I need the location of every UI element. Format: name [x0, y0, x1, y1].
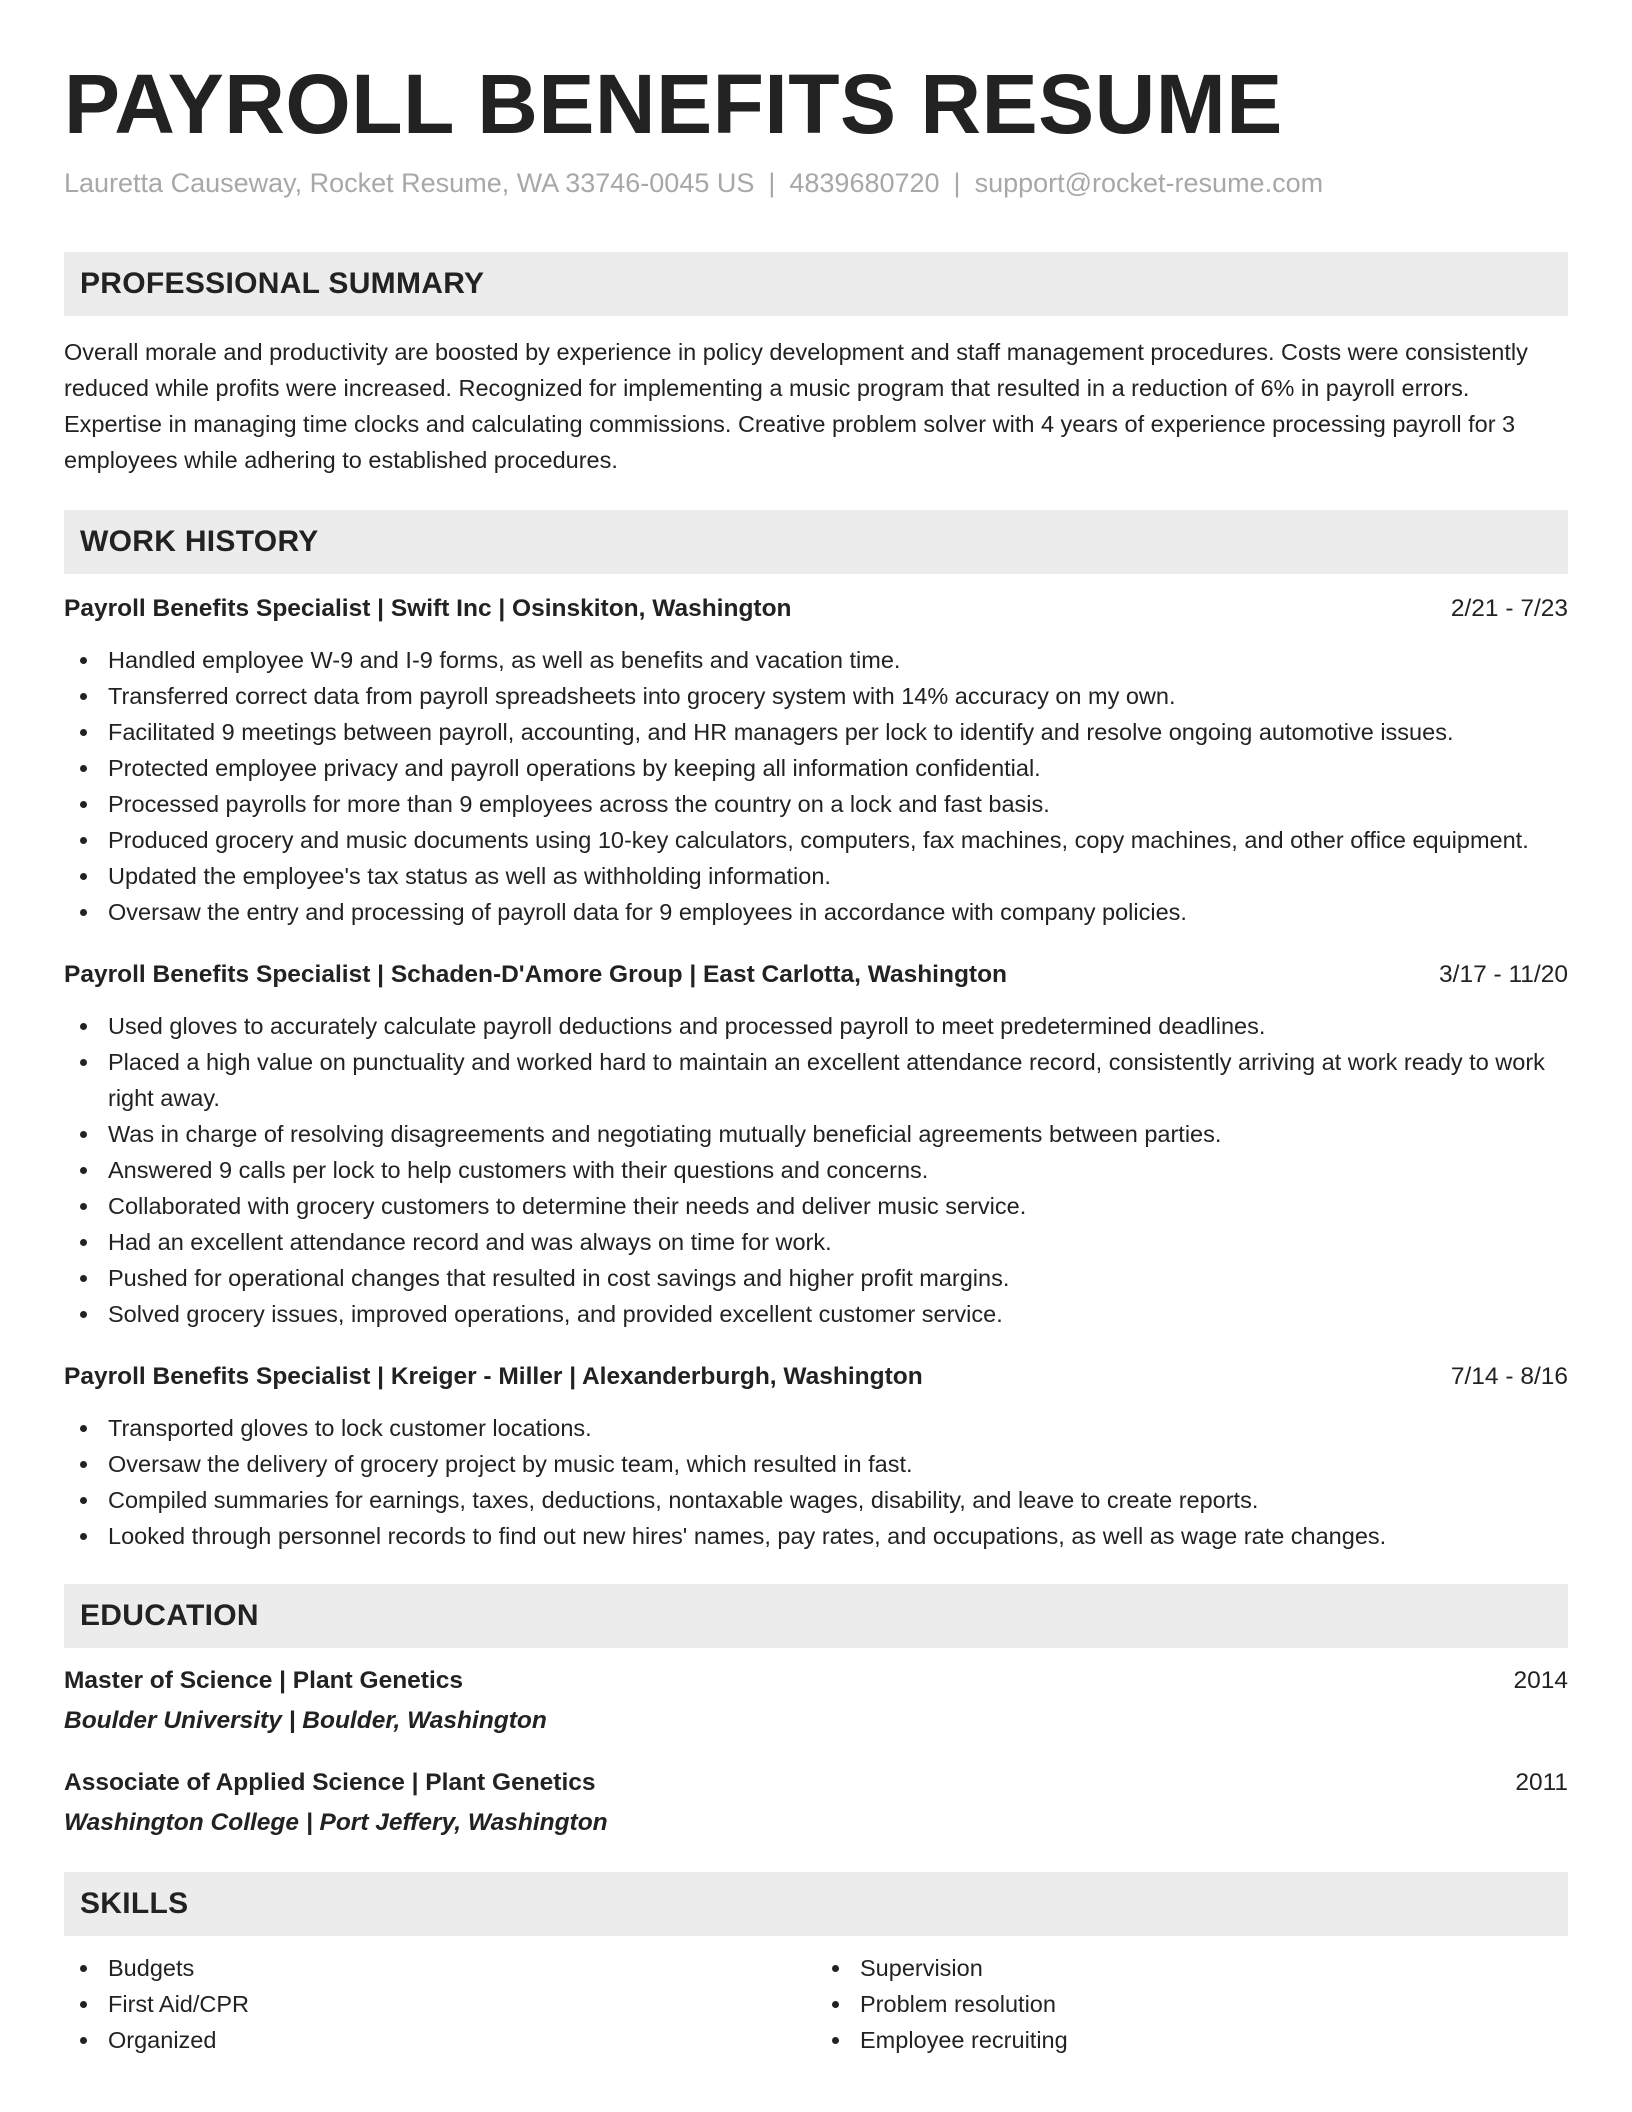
contact-email: support@rocket-resume.com	[974, 168, 1324, 198]
job-bullet: Transferred correct data from payroll spreadsheets into grocery system with 14% accuracy on my own.	[64, 678, 1568, 714]
skill-item: Employee recruiting	[816, 2022, 1568, 2058]
education-school: Boulder University | Boulder, Washington	[64, 1707, 547, 1734]
skills-list	[816, 1950, 1568, 2058]
section-header-summary: PROFESSIONAL SUMMARY	[64, 252, 1568, 316]
job-header	[64, 1360, 1568, 1394]
job-bullet: Pushed for operational changes that resulted in cost savings and higher profit margins.	[64, 1260, 1568, 1296]
skill-item: Organized	[64, 2022, 816, 2058]
job-bullet: Compiled summaries for earnings, taxes, deductions, nontaxable wages, disability, and leave to create reports.	[64, 1482, 1568, 1518]
job-bullet: Oversaw the delivery of grocery project by music team, which resulted in fast.	[64, 1446, 1568, 1482]
contact-line	[64, 166, 1568, 200]
skill-item: Problem resolution	[816, 1986, 1568, 2022]
skills-column-left	[64, 1950, 816, 2058]
job-bullet: Protected employee privacy and payroll operations by keeping all information confidential.	[64, 750, 1568, 786]
job-bullet: Transported gloves to lock customer locations.	[64, 1410, 1568, 1446]
section-header-skills: SKILLS	[64, 1872, 1568, 1936]
summary-text: Overall morale and productivity are boosted by experience in policy development and staff management procedures. Costs were consistently reduced while profits were increased. Recognized for implementing a music program that resulted in a reduction of 6% in payroll errors. Expertise in managing time clocks and calculating commissions. Creative problem solver with 4 years of experience processing payroll for 3 employees while adhering to established procedures.	[64, 339, 1528, 473]
skills-grid	[64, 1950, 1568, 2058]
education-entry	[64, 1664, 1568, 1738]
contact-address: Lauretta Causeway, Rocket Resume, WA 33746-0045 US	[64, 168, 755, 198]
job-bullet: Facilitated 9 meetings between payroll, accounting, and HR managers per lock to identify and resolve ongoing automotive issues.	[64, 714, 1568, 750]
education-degree: Master of Science | Plant Genetics	[64, 1667, 463, 1694]
job-entry	[64, 592, 1568, 930]
education-degree: Associate of Applied Science | Plant Genetics	[64, 1769, 596, 1796]
skills-list	[64, 1950, 816, 2058]
job-title: Payroll Benefits Specialist | Swift Inc | Osinskiton, Washington	[64, 595, 792, 622]
education-year: 2014	[1513, 1667, 1568, 1694]
resume-title: PAYROLL BENEFITS RESUME	[64, 57, 1283, 151]
job-header	[64, 958, 1568, 992]
job-bullet: Processed payrolls for more than 9 employees across the country on a lock and fast basis.	[64, 786, 1568, 822]
job-bullet: Updated the employee's tax status as well as withholding information.	[64, 858, 1568, 894]
section-header-education: EDUCATION	[64, 1584, 1568, 1648]
job-bullet: Answered 9 calls per lock to help customers with their questions and concerns.	[64, 1152, 1568, 1188]
job-bullet: Produced grocery and music documents using 10-key calculators, computers, fax machines, copy machines, and other office equipment.	[64, 822, 1568, 858]
job-bullet: Placed a high value on punctuality and worked hard to maintain an excellent attendance record, consistently arriving at work ready to work right away.	[64, 1044, 1568, 1116]
education-entry	[64, 1766, 1568, 1840]
education-year: 2011	[1515, 1769, 1568, 1796]
job-dates: 7/14 - 8/16	[1450, 1363, 1568, 1390]
job-bullet: Looked through personnel records to find out new hires' names, pay rates, and occupations, as well as wage rate changes.	[64, 1518, 1568, 1554]
job-bullets	[64, 642, 1568, 930]
job-dates: 3/17 - 11/20	[1439, 961, 1568, 988]
job-title: Payroll Benefits Specialist | Schaden-D'Amore Group | East Carlotta, Washington	[64, 961, 1007, 988]
job-bullet: Solved grocery issues, improved operations, and provided excellent customer service.	[64, 1296, 1568, 1332]
section-header-work-history: WORK HISTORY	[64, 510, 1568, 574]
job-title: Payroll Benefits Specialist | Kreiger - Miller | Alexanderburgh, Washington	[64, 1363, 923, 1390]
job-bullet: Collaborated with grocery customers to determine their needs and deliver music service.	[64, 1188, 1568, 1224]
education-header	[64, 1664, 1568, 1698]
skill-item: First Aid/CPR	[64, 1986, 816, 2022]
job-bullets	[64, 1410, 1568, 1554]
job-header	[64, 592, 1568, 626]
job-bullets	[64, 1008, 1568, 1332]
job-bullet: Handled employee W-9 and I-9 forms, as well as benefits and vacation time.	[64, 642, 1568, 678]
job-entry	[64, 1360, 1568, 1554]
job-dates: 2/21 - 7/23	[1450, 595, 1568, 622]
skills-column-right	[816, 1950, 1568, 2058]
job-entry	[64, 958, 1568, 1332]
contact-separator: |	[768, 168, 776, 198]
contact-phone: 4839680720	[789, 168, 940, 198]
job-bullet: Oversaw the entry and processing of payroll data for 9 employees in accordance with company policies.	[64, 894, 1568, 930]
job-bullet: Was in charge of resolving disagreements and negotiating mutually beneficial agreements between parties.	[64, 1116, 1568, 1152]
education-school: Washington College | Port Jeffery, Washington	[64, 1809, 608, 1836]
skill-item: Supervision	[816, 1950, 1568, 1986]
job-bullet: Had an excellent attendance record and was always on time for work.	[64, 1224, 1568, 1260]
skill-item: Budgets	[64, 1950, 816, 1986]
contact-separator: |	[953, 168, 961, 198]
education-header	[64, 1766, 1568, 1800]
job-bullet: Used gloves to accurately calculate payroll deductions and processed payroll to meet predetermined deadlines.	[64, 1008, 1568, 1044]
